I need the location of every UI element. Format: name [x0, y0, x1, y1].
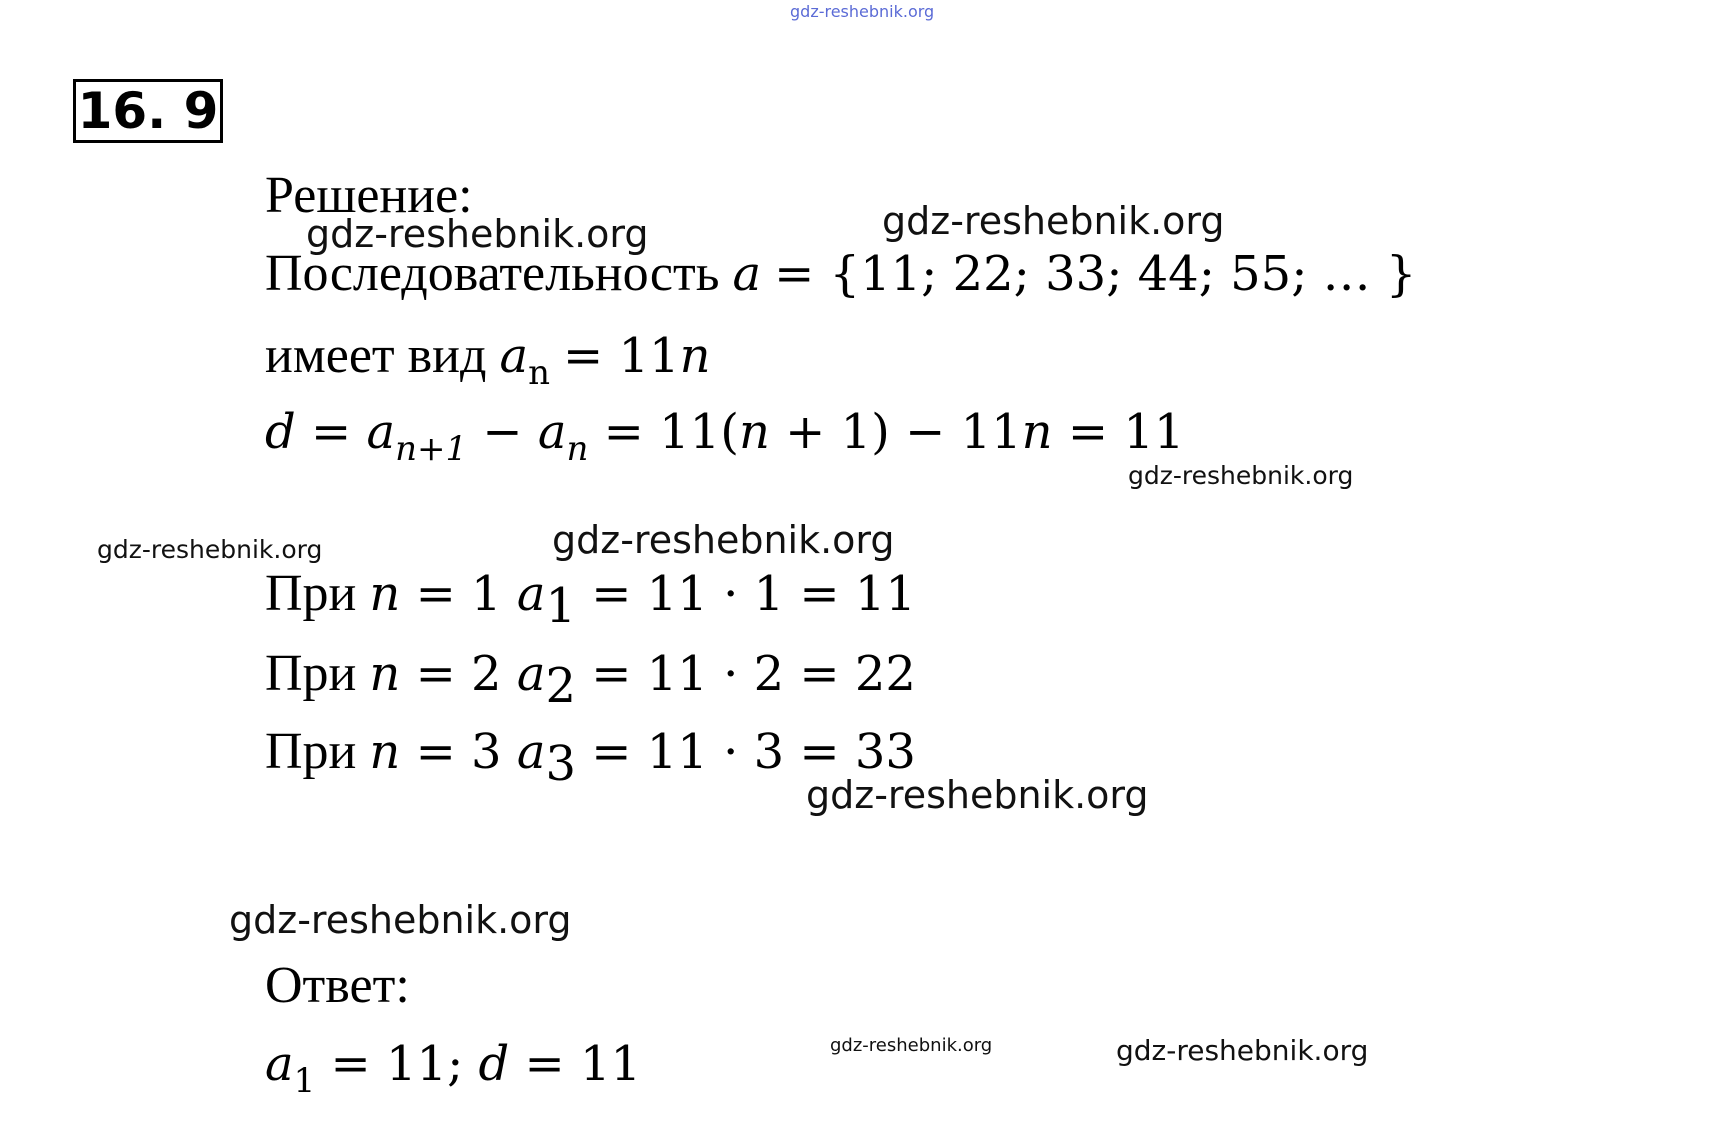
- case-eqn: = 1: [400, 566, 517, 622]
- watermark-5: gdz-reshebnik.org: [552, 518, 895, 562]
- diff-minus: −: [467, 404, 538, 460]
- case-eqn: = 2: [400, 646, 517, 702]
- formula-var: a: [499, 328, 529, 384]
- diff-sub2: n: [566, 429, 589, 469]
- watermark-3: gdz-reshebnik.org: [1128, 461, 1354, 490]
- case-line-1: [265, 565, 916, 634]
- case-n: n: [369, 566, 401, 622]
- answer-end: = 11: [509, 1036, 642, 1092]
- formula-sub: n: [528, 353, 550, 393]
- case-a: a: [516, 724, 546, 780]
- diff-n2: n: [1021, 404, 1053, 460]
- case-line-3: [265, 723, 916, 792]
- watermark-6: gdz-reshebnik.org: [806, 773, 1149, 817]
- formula-line: [265, 327, 711, 393]
- problem-number: 16. 9: [73, 79, 223, 143]
- diff-eq2: = 11(: [588, 404, 739, 460]
- diff-a1: a: [366, 404, 396, 460]
- answer-a: a: [265, 1036, 294, 1092]
- case-rest: = 11 · 2 = 22: [576, 646, 916, 702]
- answer-label: Ответ:: [265, 957, 410, 1014]
- answer-d: d: [478, 1036, 510, 1092]
- case-sub: 3: [545, 736, 577, 792]
- watermark-1: gdz-reshebnik.org: [306, 212, 649, 256]
- solution-label: Решение:: [265, 167, 473, 224]
- watermark-2: gdz-reshebnik.org: [882, 199, 1225, 243]
- watermark-7: gdz-reshebnik.org: [229, 898, 572, 942]
- diff-eq1: =: [295, 404, 367, 460]
- case-word: При: [265, 645, 357, 702]
- watermark-4: gdz-reshebnik.org: [97, 535, 323, 564]
- case-n: n: [369, 724, 401, 780]
- case-word: При: [265, 723, 357, 780]
- case-eqn: = 3: [400, 724, 517, 780]
- case-sub: 1: [545, 578, 577, 634]
- sequence-line: [265, 245, 1417, 302]
- case-word: При: [265, 565, 357, 622]
- formula-tail: n: [679, 328, 711, 384]
- sequence-var: a: [732, 246, 762, 302]
- case-line-2: [265, 645, 916, 714]
- case-rest: = 11 · 3 = 33: [576, 724, 916, 780]
- diff-d: d: [265, 404, 296, 460]
- formula-rest: = 11: [563, 328, 680, 384]
- case-rest: = 11 · 1 = 11: [576, 566, 916, 622]
- difference-line: [265, 404, 1185, 469]
- sequence-set: = {11; 22; 33; 44; 55; … }: [774, 246, 1417, 302]
- watermark-8: gdz-reshebnik.org: [830, 1035, 993, 1056]
- answer-sub: 1: [293, 1061, 316, 1101]
- sequence-word: Последовательность: [265, 245, 720, 302]
- answer-line: [265, 1036, 642, 1101]
- watermark-9: gdz-reshebnik.org: [1116, 1034, 1369, 1067]
- diff-a2: a: [537, 404, 567, 460]
- diff-sub1: n+1: [395, 429, 468, 469]
- answer-mid: = 11;: [315, 1036, 479, 1092]
- diff-n1: n: [738, 404, 770, 460]
- case-a: a: [516, 646, 546, 702]
- diff-end: = 11: [1052, 404, 1185, 460]
- watermark-top: gdz-reshebnik.org: [790, 2, 935, 21]
- diff-p1: + 1) − 11: [769, 404, 1022, 460]
- case-sub: 2: [545, 658, 577, 714]
- formula-word: имеет вид: [265, 327, 487, 384]
- case-a: a: [516, 566, 546, 622]
- case-n: n: [369, 646, 401, 702]
